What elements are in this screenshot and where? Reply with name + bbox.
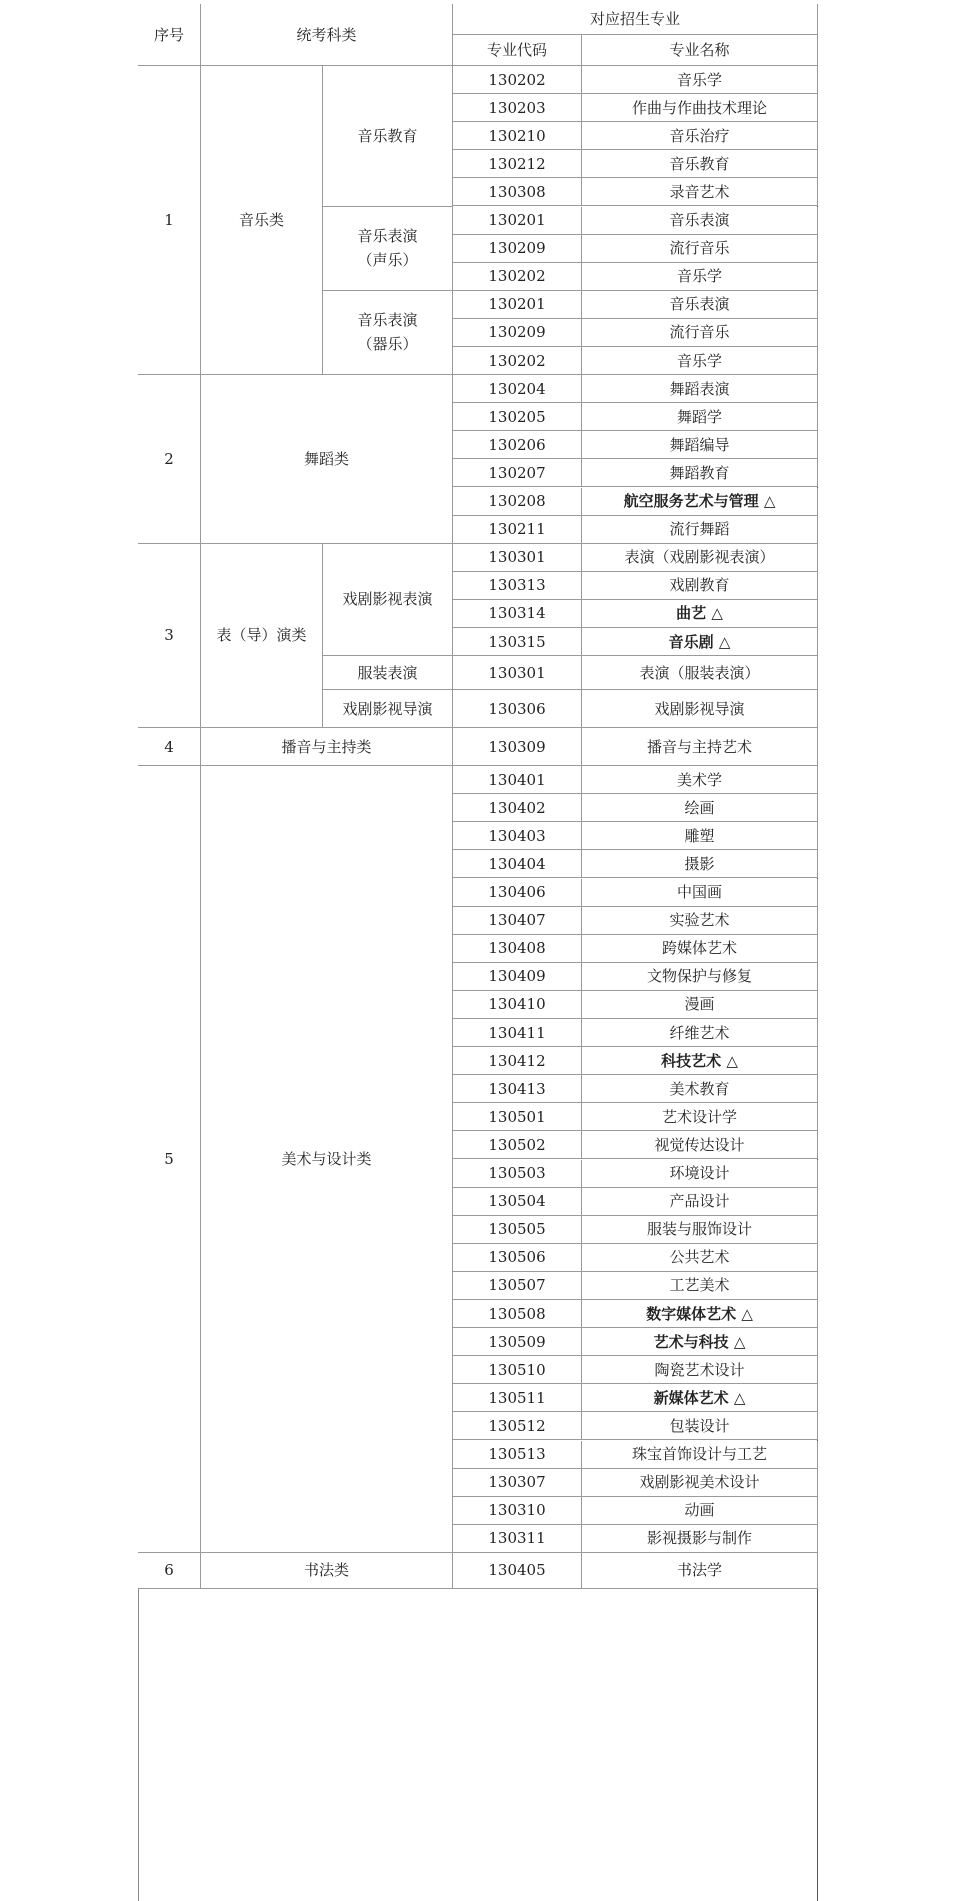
major-name-cell: 音乐学 [582, 263, 818, 291]
major-code-cell: 130509 [453, 1328, 582, 1356]
subcategory-cell: 音乐表演 （声乐） [323, 207, 453, 291]
subcategory-cell: 戏剧影视导演 [323, 690, 453, 728]
major-code-cell: 130508 [453, 1300, 582, 1328]
major-code-cell: 130403 [453, 822, 582, 850]
major-name-cell: 戏剧影视导演 [582, 690, 818, 728]
subcategory-cell: 戏剧影视表演 [323, 544, 453, 656]
major-code-cell: 130212 [453, 150, 582, 178]
major-code-cell: 130314 [453, 600, 582, 628]
major-name-cell: 作曲与作曲技术理论 [582, 94, 818, 122]
major-name-cell: 绘画 [582, 794, 818, 822]
major-code-cell: 130401 [453, 766, 582, 794]
major-name-cell: 漫画 [582, 991, 818, 1019]
major-name-cell: 包装设计 [582, 1412, 818, 1440]
major-code-cell: 130202 [453, 263, 582, 291]
major-code-cell: 130308 [453, 178, 582, 206]
major-code-cell: 130512 [453, 1412, 582, 1440]
major-code-cell: 130209 [453, 235, 582, 263]
category-cell: 表（导）演类 [201, 544, 323, 728]
subcategory-cell: 服装表演 [323, 656, 453, 690]
major-name-cell: 流行音乐 [582, 235, 818, 263]
major-name-cell: 数字媒体艺术 △ [582, 1300, 818, 1328]
major-code-cell: 130410 [453, 991, 582, 1019]
major-code-cell: 130301 [453, 656, 582, 690]
header-majors-group: 对应招生专业 [453, 4, 818, 35]
major-name-cell: 音乐表演 [582, 291, 818, 319]
major-code-cell: 130502 [453, 1131, 582, 1159]
major-code-cell: 130511 [453, 1384, 582, 1412]
major-name-cell: 陶瓷艺术设计 [582, 1356, 818, 1384]
major-name-cell: 公共艺术 [582, 1244, 818, 1272]
header-category: 统考科类 [201, 4, 453, 66]
major-code-cell: 130313 [453, 572, 582, 600]
major-name-cell: 科技艺术 △ [582, 1047, 818, 1075]
major-code-cell: 130406 [453, 879, 582, 907]
major-code-cell: 130510 [453, 1356, 582, 1384]
major-name-cell: 戏剧影视美术设计 [582, 1469, 818, 1497]
major-name-cell: 美术教育 [582, 1075, 818, 1103]
major-code-cell: 130506 [453, 1244, 582, 1272]
major-name-cell: 实验艺术 [582, 907, 818, 935]
major-code-cell: 130408 [453, 935, 582, 963]
seq-cell: 4 [138, 728, 201, 766]
major-name-cell: 服装与服饰设计 [582, 1216, 818, 1244]
major-name-cell: 流行舞蹈 [582, 516, 818, 544]
major-name-cell: 表演（戏剧影视表演） [582, 544, 818, 572]
major-name-cell: 流行音乐 [582, 319, 818, 347]
major-code-cell: 130513 [453, 1441, 582, 1469]
major-name-cell: 新媒体艺术 △ [582, 1384, 818, 1412]
major-code-cell: 130413 [453, 1075, 582, 1103]
major-name-cell: 舞蹈教育 [582, 459, 818, 487]
major-code-cell: 130310 [453, 1497, 582, 1525]
major-code-cell: 130309 [453, 728, 582, 766]
category-cell: 美术与设计类 [201, 766, 453, 1553]
major-name-cell: 航空服务艺术与管理 △ [582, 488, 818, 516]
major-name-cell: 动画 [582, 1497, 818, 1525]
major-code-cell: 130507 [453, 1272, 582, 1300]
major-name-cell: 环境设计 [582, 1160, 818, 1188]
major-code-cell: 130205 [453, 403, 582, 431]
major-code-cell: 130306 [453, 690, 582, 728]
major-name-cell: 书法学 [582, 1553, 818, 1589]
major-code-cell: 130503 [453, 1160, 582, 1188]
seq-cell: 6 [138, 1553, 201, 1589]
header-seq: 序号 [138, 4, 201, 66]
major-code-cell: 130206 [453, 431, 582, 459]
major-name-cell: 艺术与科技 △ [582, 1328, 818, 1356]
major-code-cell: 130201 [453, 207, 582, 235]
major-name-cell: 曲艺 △ [582, 600, 818, 628]
major-name-cell: 音乐学 [582, 347, 818, 375]
major-name-cell: 音乐表演 [582, 207, 818, 235]
major-code-cell: 130201 [453, 291, 582, 319]
major-code-cell: 130411 [453, 1019, 582, 1047]
major-name-cell: 音乐剧 △ [582, 628, 818, 656]
major-name-cell: 表演（服装表演） [582, 656, 818, 690]
major-name-cell: 影视摄影与制作 [582, 1525, 818, 1553]
major-name-cell: 雕塑 [582, 822, 818, 850]
major-code-cell: 130209 [453, 319, 582, 347]
major-name-cell: 音乐学 [582, 66, 818, 94]
major-name-cell: 舞蹈编导 [582, 431, 818, 459]
major-name-cell: 跨媒体艺术 [582, 935, 818, 963]
seq-cell: 2 [138, 375, 201, 544]
major-code-cell: 130211 [453, 516, 582, 544]
major-code-cell: 130505 [453, 1216, 582, 1244]
seq-cell: 3 [138, 544, 201, 728]
header-code: 专业代码 [453, 35, 582, 66]
major-code-cell: 130202 [453, 347, 582, 375]
major-code-cell: 130407 [453, 907, 582, 935]
major-code-cell: 130204 [453, 375, 582, 403]
major-code-cell: 130307 [453, 1469, 582, 1497]
major-name-cell: 舞蹈学 [582, 403, 818, 431]
major-code-cell: 130315 [453, 628, 582, 656]
major-code-cell: 130301 [453, 544, 582, 572]
major-name-cell: 工艺美术 [582, 1272, 818, 1300]
category-cell: 音乐类 [201, 66, 323, 375]
major-code-cell: 130203 [453, 94, 582, 122]
major-name-cell: 文物保护与修复 [582, 963, 818, 991]
major-name-cell: 戏剧教育 [582, 572, 818, 600]
major-name-cell: 视觉传达设计 [582, 1131, 818, 1159]
major-code-cell: 130404 [453, 850, 582, 878]
major-name-cell: 舞蹈表演 [582, 375, 818, 403]
major-name-cell: 艺术设计学 [582, 1103, 818, 1131]
seq-cell: 5 [138, 766, 201, 1553]
major-name-cell: 珠宝首饰设计与工艺 [582, 1441, 818, 1469]
major-code-cell: 130501 [453, 1103, 582, 1131]
major-code-cell: 130405 [453, 1553, 582, 1589]
category-cell: 书法类 [201, 1553, 453, 1589]
category-cell: 播音与主持类 [201, 728, 453, 766]
major-code-cell: 130402 [453, 794, 582, 822]
majors-table [138, 4, 818, 1901]
major-code-cell: 130207 [453, 459, 582, 487]
major-name-cell: 音乐治疗 [582, 122, 818, 150]
major-name-cell: 美术学 [582, 766, 818, 794]
major-code-cell: 130208 [453, 488, 582, 516]
major-code-cell: 130202 [453, 66, 582, 94]
major-name-cell: 音乐教育 [582, 150, 818, 178]
major-code-cell: 130412 [453, 1047, 582, 1075]
major-name-cell: 播音与主持艺术 [582, 728, 818, 766]
major-code-cell: 130504 [453, 1188, 582, 1216]
seq-cell: 1 [138, 66, 201, 375]
major-code-cell: 130311 [453, 1525, 582, 1553]
header-name: 专业名称 [582, 35, 818, 66]
category-cell: 舞蹈类 [201, 375, 453, 544]
major-name-cell: 纤维艺术 [582, 1019, 818, 1047]
major-name-cell: 摄影 [582, 850, 818, 878]
subcategory-cell: 音乐表演 （器乐） [323, 291, 453, 375]
subcategory-cell: 音乐教育 [323, 66, 453, 207]
major-name-cell: 产品设计 [582, 1188, 818, 1216]
major-name-cell: 中国画 [582, 879, 818, 907]
major-code-cell: 130409 [453, 963, 582, 991]
major-name-cell: 录音艺术 [582, 178, 818, 206]
major-code-cell: 130210 [453, 122, 582, 150]
